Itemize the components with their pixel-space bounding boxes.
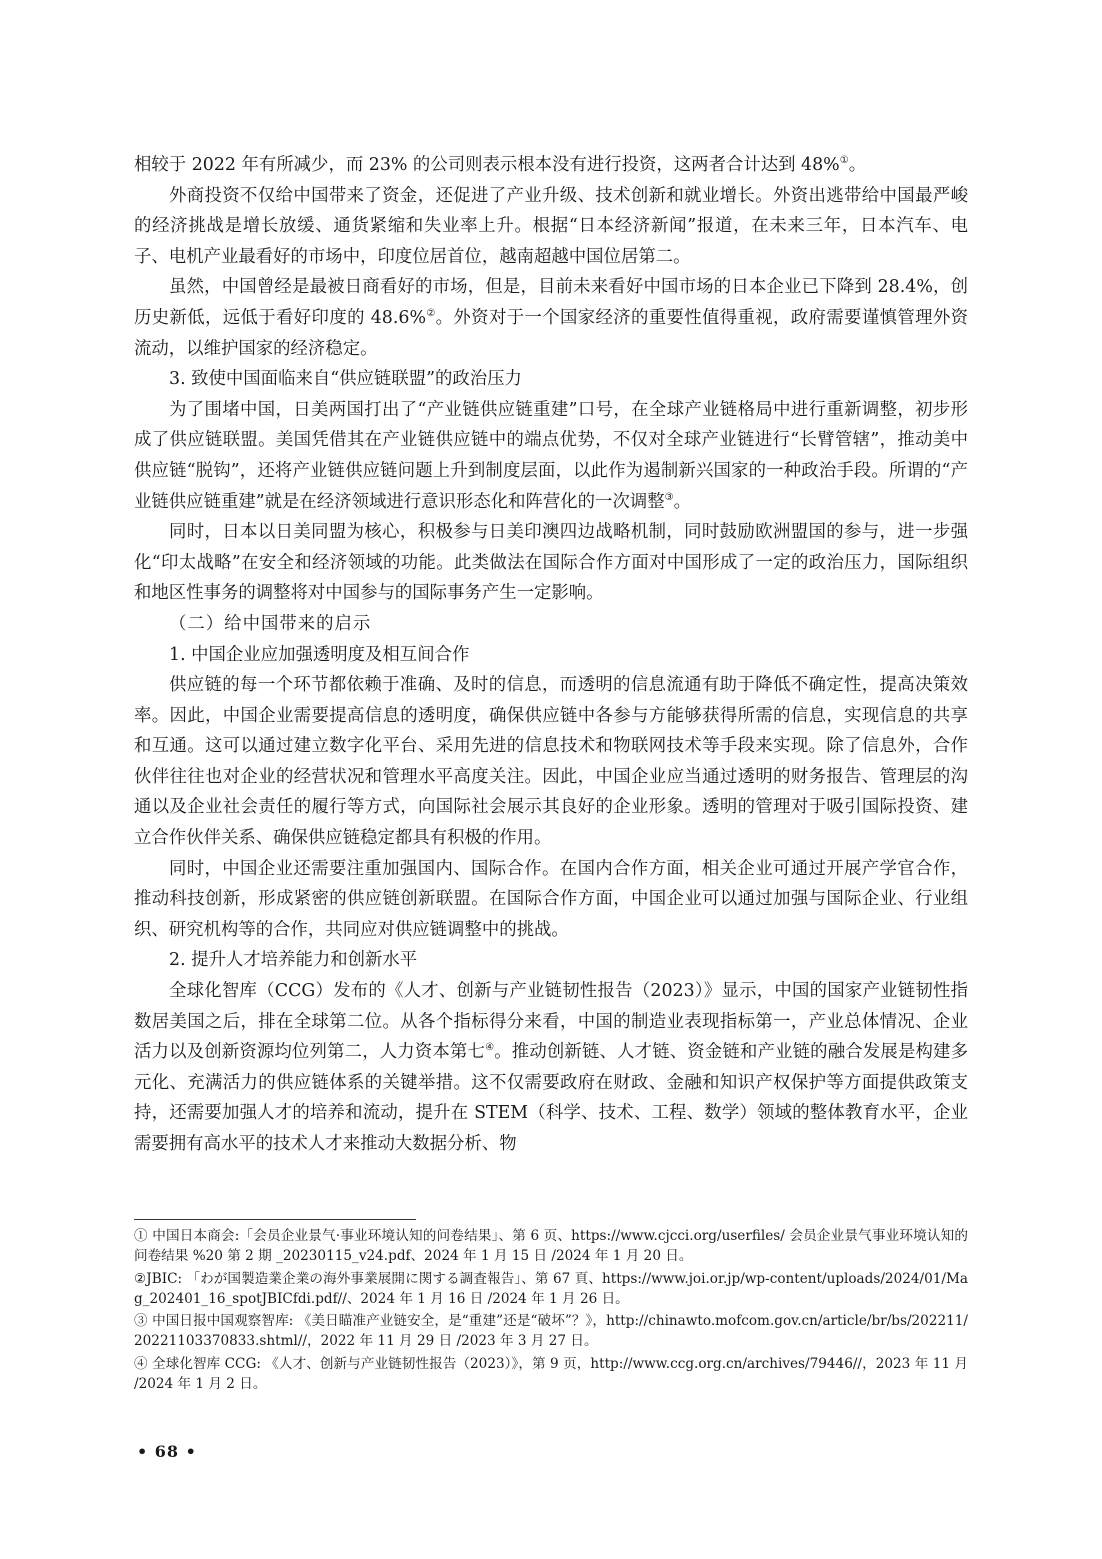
paragraph: 相较于 2022 年有所减少，而 23% 的公司则表示根本没有进行投资，这两者合计达到 48%①。 — [134, 155, 867, 175]
subsection-heading: 3. 致使中国面临来自“供应链联盟”的政治压力 — [169, 369, 522, 390]
subsection-heading: 2. 提升人才培养能力和创新水平 — [169, 950, 418, 971]
body-text — [134, 150, 968, 1160]
footnote-divider — [134, 1219, 416, 1220]
footnote: ④ 全球化智库 CCG: 《人才、创新与产业链韧性报告（2023）》，第 9 页，http://www.ccg.org.cn/archives/79446//，2023 年 11 月 /2024 年 1 月 2 日。 — [134, 1355, 968, 1393]
footnote: ① 中国日本商会:「会员企业景气·事业环境认知的问卷结果」、第 6 页、https://www.cjcci.org/userfiles/ 会员企业景气事业环境认知的问卷结果 %20 第 2 期 _20230115_v24.pdf、2024 年 1 月 15 日 /2024 年 1 月 20 日。 — [134, 1228, 968, 1265]
paragraph: 为了围堵中国，日美两国打出了“产业链供应链重建”口号，在全球产业链格局中进行重新调整，初步形成了供应链联盟。美国凭借其在产业链供应链中的端点优势，不仅对全球产业链进行“长臂管辖”，推动美中供应链“脱钩”，还将产业链供应链问题上升到制度层面，以此作为遏制新兴国家的一种政治手段。所谓的“产业链供应链重建”就是在经济领域进行意识形态化和阵营化的一次调整③。 — [134, 399, 968, 512]
footnote: ②JBIC: 「わが国製造業企業の海外事業展開に関する調査報告」、第 67 頁、https://www.joi.or.jp/wp-content/uploads/2024/01/Mag_202401_16_spotJBICfdi.pdf//、2024 年 1 月 16 日 /2024 年 1 月 26 日。 — [134, 1270, 968, 1307]
paragraph: 全球化智库（CCG）发布的《人才、创新与产业链韧性报告（2023）》显示，中国的国家产业链韧性指数居美国之后，排在全球第二位。从各个指标得分来看，中国的制造业表现指标第一，产业总体情况、企业活力以及创新资源均位列第二，人力资本第七④。推动创新链、人才链、资金链和产业链的融合发展是构建多元化、充满活力的供应链体系的关键举措。这不仅需要政府在财政、金融和知识产权保护等方面提供政策支持，还需要加强人才的培养和流动，提升在 STEM（科学、技术、工程、数学）领域的整体教育水平，企业需要拥有高水平的技术人才来推动大数据分析、物 — [134, 981, 968, 1154]
paragraph: 同时，日本以日美同盟为核心，积极参与日美印澳四边战略机制，同时鼓励欧洲盟国的参与，进一步强化“印太战略”在安全和经济领域的功能。此类做法在国际合作方面对中国形成了一定的政治压力，国际组织和地区性事务的调整将对中国参与的国际事务产生一定影响。 — [134, 522, 968, 604]
footnotes — [134, 1226, 968, 1396]
footnote: ③ 中国日报中国观察智库: 《美日瞄准产业链安全，是“重建”还是“破坏”？》，http://chinawto.mofcom.gov.cn/article/br/bs/202211/20221103370833.shtml//，2022 年 11 月 29 日 /2023 年 3 月 27 日。 — [134, 1313, 968, 1350]
footnote-ref[interactable]: ④ — [485, 1042, 495, 1054]
footnote-ref[interactable]: ① — [839, 155, 849, 167]
paragraph: 外商投资不仅给中国带来了资金，还促进了产业升级、技术创新和就业增长。外资出逃带给中国最严峻的经济挑战是增长放缓、通货紧缩和失业率上升。根据“日本经济新闻”报道，在未来三年，日本汽车、电子、电机产业最看好的市场中，印度位居首位，越南超越中国位居第二。 — [134, 185, 968, 267]
paragraph: 同时，中国企业还需要注重加强国内、国际合作。在国内合作方面，相关企业可通过开展产学官合作，推动科技创新，形成紧密的供应链创新联盟。在国际合作方面，中国企业可以通过加强与国际企业、行业组织、研究机构等的合作，共同应对供应链调整中的挑战。 — [134, 858, 968, 940]
footnote-ref[interactable]: ③ — [664, 491, 674, 503]
footnote-ref[interactable]: ② — [425, 308, 436, 320]
page-number: • 68 • — [137, 1442, 197, 1461]
subsection-heading: 1. 中国企业应加强透明度及相互间合作 — [169, 644, 470, 665]
paragraph: 虽然，中国曾经是最被日商看好的市场，但是，目前未来看好中国市场的日本企业已下降到 28.4%，创历史新低，远低于看好印度的 48.6%②。外资对于一个国家经济的重要性值得重视，政府需要谨慎管理外资流动，以维护国家的经济稳定。 — [134, 277, 968, 359]
section-heading: （二）给中国带来的启示 — [169, 613, 372, 634]
paragraph: 供应链的每一个环节都依赖于准确、及时的信息，而透明的信息流通有助于降低不确定性，提高决策效率。因此，中国企业需要提高信息的透明度，确保供应链中各参与方能够获得所需的信息，实现信息的共享和互通。这可以通过建立数字化平台、采用先进的信息技术和物联网技术等手段来实现。除了信息外，合作伙伴往往也对企业的经营状况和管理水平高度关注。因此，中国企业应当通过透明的财务报告、管理层的沟通以及企业社会责任的履行等方式，向国际社会展示其良好的企业形象。透明的管理对于吸引国际投资、建立合作伙伴关系、确保供应链稳定都具有积极的作用。 — [134, 675, 968, 849]
